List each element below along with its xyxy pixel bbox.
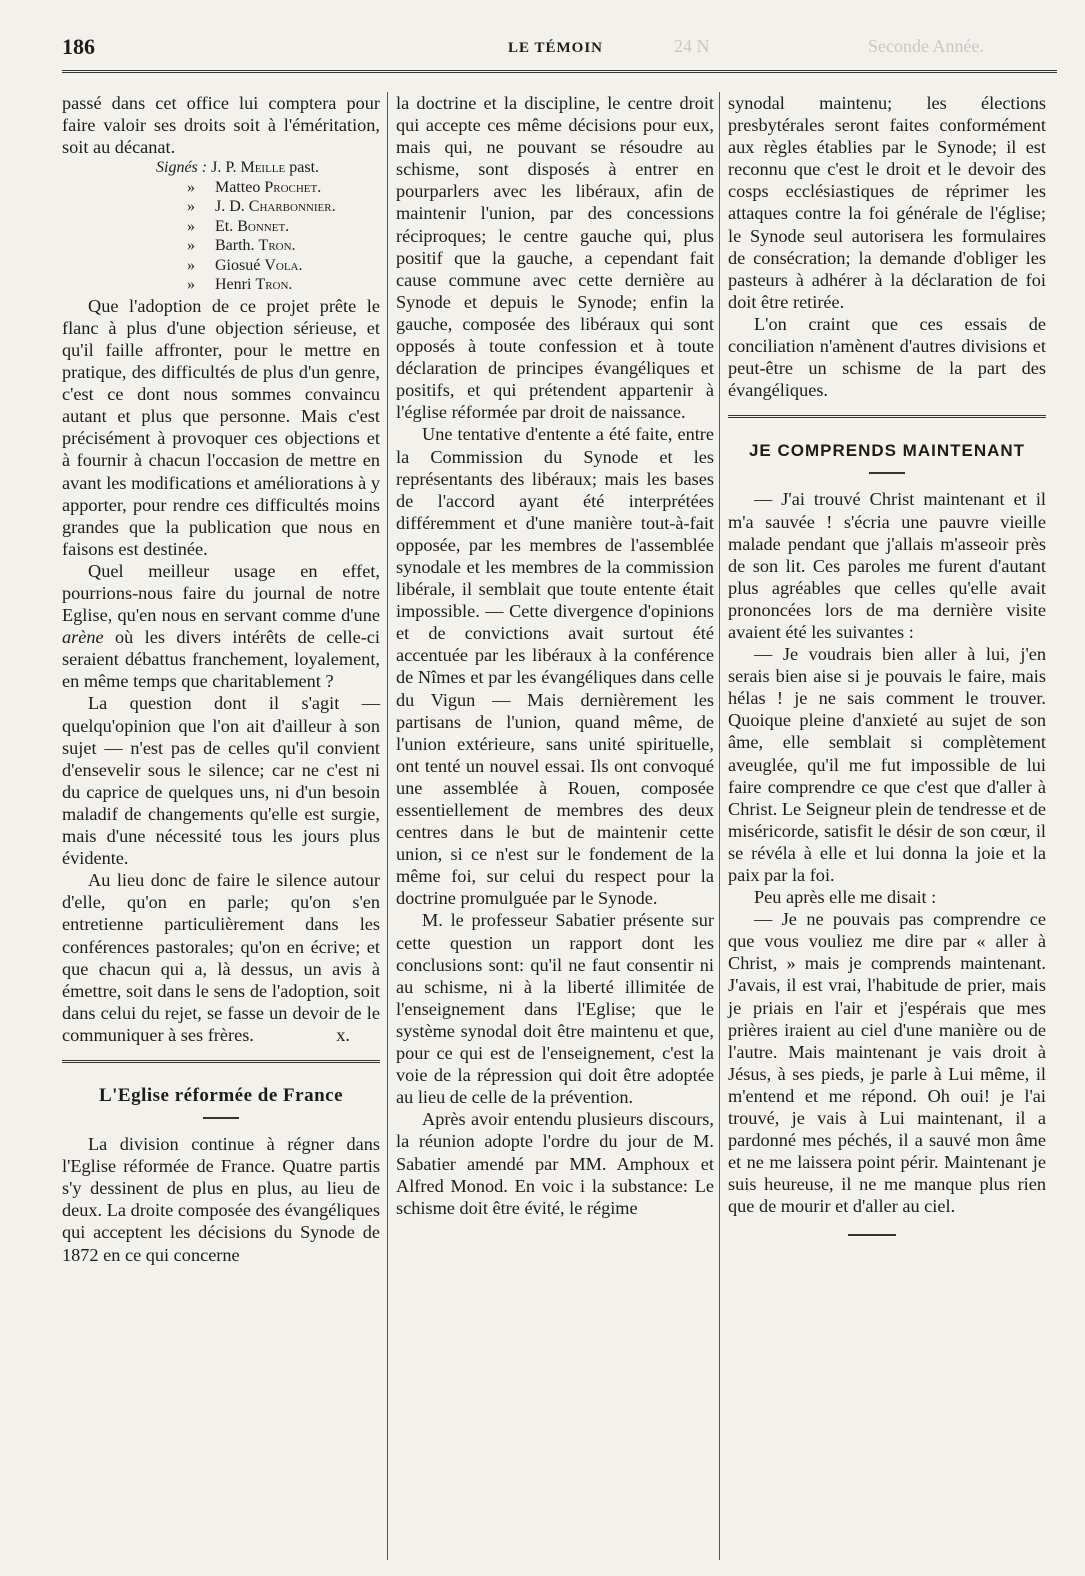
paragraph: — J'ai trouvé Christ maintenant et il m'a sauvée ! s'écria une pauvre vieille malade pendant que j'allais m'asseoir près de son lit. Ces paroles me furent d'autant plus agréables que celles qu'elle avait prononcées lors de ma dernière visite avaient été les suivantes : — [728, 489, 1046, 642]
paragraph — [62, 560, 380, 693]
signatory-first-name: Et. — [215, 217, 234, 235]
paragraph: Une tentative d'entente a été faite, entre la Commission du Synode et les représentants des libéraux; mais les bases de l'accord ayant été interprétées différemment et d'une manière tout-à-fait opposée, par les membres de l'assemblée synodale et les membres de la commission libérale, il semblait que toute entente était impossible. — Cette divergence d'opinions et de convictions avait surtout été accentuée par les libéraux à la conférence de Nîmes et par les évangéliques dans celle du Vigun — Mais dernièrement les partisans de l'union, quand même, de l'union extérieure, sans unité spirituelle, ont tenté un nouvel essai. Ils ont convoqué une assemblée à Rouen, composée essentiellement de membres des deux centres dans le but de maintenir cette union, si ce n'est sur le fondement de la même foi, sur celui du respect pour la doctrine promulguée par le Synode. — [396, 424, 714, 909]
paragraph: La question dont il s'agit — quelqu'opinion que l'on ait d'ailleur à son sujet — n'est pas de celles qu'il convient d'ensevelir sous le silence; car ne c'est ni du caprice de quelques uns, ni d'un besoin maladif de changements qu'elle est surgie, mais d'une nécessité tous les jours plus évidente. — [62, 693, 380, 869]
signature-row — [62, 236, 380, 256]
signatory-surname: Prochet. — [264, 178, 322, 196]
column-2 — [396, 92, 714, 1219]
signatory-surname: Meille — [240, 159, 286, 177]
signature-row — [62, 217, 380, 237]
author-signoff: x. — [336, 1024, 350, 1045]
end-dash — [848, 1234, 896, 1236]
bleed-through-text: 24 N — [674, 36, 710, 56]
section-title: L'Eglise réformée de France — [98, 1084, 344, 1106]
signatory-surname: Vola. — [264, 256, 303, 274]
signatory-first-name: Henri — [215, 276, 252, 294]
signatory-first-name: J. P. — [211, 159, 237, 177]
signature-row — [62, 158, 380, 178]
header-rule — [62, 70, 1057, 73]
section-title: JE COMPRENDS MAINTENANT — [748, 441, 1026, 461]
signature-label: Signés : — [156, 159, 208, 177]
signatory-surname: Tron. — [255, 276, 293, 294]
signatory-surname: Bonnet. — [237, 217, 290, 235]
column-divider — [387, 92, 388, 1560]
column-3 — [728, 92, 1046, 1236]
paragraph: L'on craint que ces essais de conciliation n'amènent d'autres divisions et peut-être un schisme de la part des évangéliques. — [728, 313, 1046, 401]
ditto-mark: » — [187, 217, 195, 235]
page-header — [62, 34, 1057, 64]
column-divider — [719, 92, 720, 1560]
section-separator — [62, 1060, 380, 1063]
title-dash — [203, 1117, 239, 1119]
paragraph-text: Quel meilleur usage en effet, pourrions-nous faire du journal de notre Eglise, qu'en nous en servant comme d'une — [62, 560, 380, 626]
signatory-first-name: Giosué — [215, 256, 261, 274]
ditto-mark: » — [187, 276, 195, 294]
signature-row — [62, 178, 380, 198]
signatory-surname: Charbonnier. — [248, 198, 336, 216]
ditto-mark: » — [187, 237, 195, 255]
paragraph: Peu après elle me disait : — [754, 887, 937, 908]
ditto-mark: » — [187, 178, 195, 196]
paragraph: synodal maintenu; les élections presbytérales seront faites conformément aux règles établies par le Synode; il est reconnu que c'est le droit et le devoir des cosps ecclésiastiques de réprimer les attaques contre la foi générale de l'église; le Synode seul autorisera les formulaires de consécration; la demande d'obliger les pasteurs à adhérer à la déclaration de foi doit être retirée. — [728, 93, 1046, 312]
paragraph: La division continue à régner dans l'Eglise réformée de France. Quatre partis s'y dessinent de plus en plus, au lieu de deux. La droite composée des évangéliques qui acceptent les décisions du Synode de 1872 en ce qui concerne — [62, 1134, 380, 1265]
paragraph-text: où les divers intérêts de celle-ci seraient débattus franchement, loyalement, en même temps que charitablement ? — [62, 627, 380, 692]
paragraph: passé dans cet office lui comptera pour faire valoir ses droits soit à l'éméritation, soit au décanat. — [62, 93, 380, 158]
signatory-surname: Tron. — [258, 237, 296, 255]
page-number: 186 — [62, 34, 95, 59]
ditto-mark: » — [187, 256, 195, 274]
paragraph — [62, 869, 380, 1046]
signatory-first-name: Barth. — [215, 237, 255, 255]
ditto-mark: » — [187, 198, 195, 216]
signature-row — [62, 197, 380, 217]
emphasized-word: arène — [62, 627, 104, 648]
signatory-first-name: J. D. — [215, 198, 245, 216]
signatory-first-name: Matteo — [215, 178, 261, 196]
column-1 — [62, 92, 380, 1266]
paragraph-text: Au lieu donc de faire le silence autour d'elle, qu'on en parle; qu'on s'en entretienne particulièrement dans les conférences pastorales; qu'on en écrive; et que chacun qui a, là dessus, un avis à émettre, soit dans le sens de l'adoption, soit dans celui du rejet, se fasse un devoir de le communiquer à ses frères. — [62, 870, 380, 1045]
title-dash — [869, 472, 905, 474]
section-separator — [728, 415, 1046, 418]
paragraph: M. le professeur Sabatier présente sur cette question un rapport dont les conclusions sont: qu'il ne faut consentir ni au schisme, ni à la liberté illimitée de l'enseignement dans l'Eglise; que le système synodal doit être maintenu et que, pour ce qui est de l'enseignement, c'est la voie de la répression qui doit être adoptée au lieu de celle de la prévention. — [396, 910, 714, 1108]
paragraph: la doctrine et la discipline, le centre droit qui accepte ces même décisions pour eux, mais qui, ne pouvant se résoudre au schisme, sont disposés à entrer en pourparlers avec les libéraux, afin de maintenir l'union, par des concessions réciproques; le centre gauche qui, plus positif que la gauche, a cependant fait cause commune avec cette dernière au Synode et depuis le Synode; enfin la gauche, composée des libéraux qui sont opposés à toute confession et à toute déclaration de principes évangéliques et positifs, et qui prétendent appartenir à l'église réformée par droit de naissance. — [396, 93, 714, 423]
paragraph: — Je ne pouvais pas comprendre ce que vous vouliez me dire par « aller à Christ, » mais je comprends maintenant. J'avais, il est vrai, l'habitude de prier, mais je priais en l'air et j'espérais que mes prières iraient au ciel d'une manière ou de l'autre. Mais maintenant je vais droit à Jésus, à ses pieds, je parle à Lui même, il m'entend et me répond. Oh oui! je l'ai trouvé, je vais à Lui maintenant, il a pardonné mes péchés, il a sauvé mon âme et ne me laissera point périr. Maintenant je suis heureuse, il ne me manque plus rien que de mourir et d'aller au ciel. — [728, 909, 1046, 1217]
signatures-block — [62, 158, 380, 295]
paragraph: Après avoir entendu plusieurs discours, la réunion adopte l'ordre du jour de M. Sabatier amendé par MM. Amphoux et Alfred Monod. En voic i la substance: Le schisme doit être évité, le régime — [396, 1109, 714, 1218]
bleed-through-year: Seconde Année. — [868, 36, 984, 56]
signature-row — [62, 256, 380, 276]
journal-title: LE TÉMOIN — [508, 40, 603, 56]
paragraph: Que l'adoption de ce projet prête le flanc à plus d'une objection sérieuse, et qu'il faille affronter, pour le mettre en pratique, des difficultés de plus d'un genre, c'est ce dont nous sommes convaincu autant et plus que personne. Mais c'est précisément à provoquer ces objections et à fournir à chacun l'occasion de mettre en avant les modifications et améliorations à y apporter, pour rendre ces difficultés moins grandes que la publication que nous en faisons est destinée. — [62, 295, 380, 559]
paragraph: — Je voudrais bien aller à lui, j'en serais bien aise si je pouvais le faire, mais hélas ! je ne sais comment le trouver. Quoique pleine d'anxieté au sujet de son âme, elle semblait si complètement aveuglée, qu'il me fut impossible de lui faire comprendre ce que c'est que d'aller à Christ. Le Seigneur plein de tendresse et de miséricorde, satisfit le désir de son cœur, il se révéla à elle et lui donna la joie et la paix par la foi. — [728, 644, 1046, 885]
signature-row — [62, 275, 380, 295]
signatory-title: past. — [285, 159, 320, 177]
